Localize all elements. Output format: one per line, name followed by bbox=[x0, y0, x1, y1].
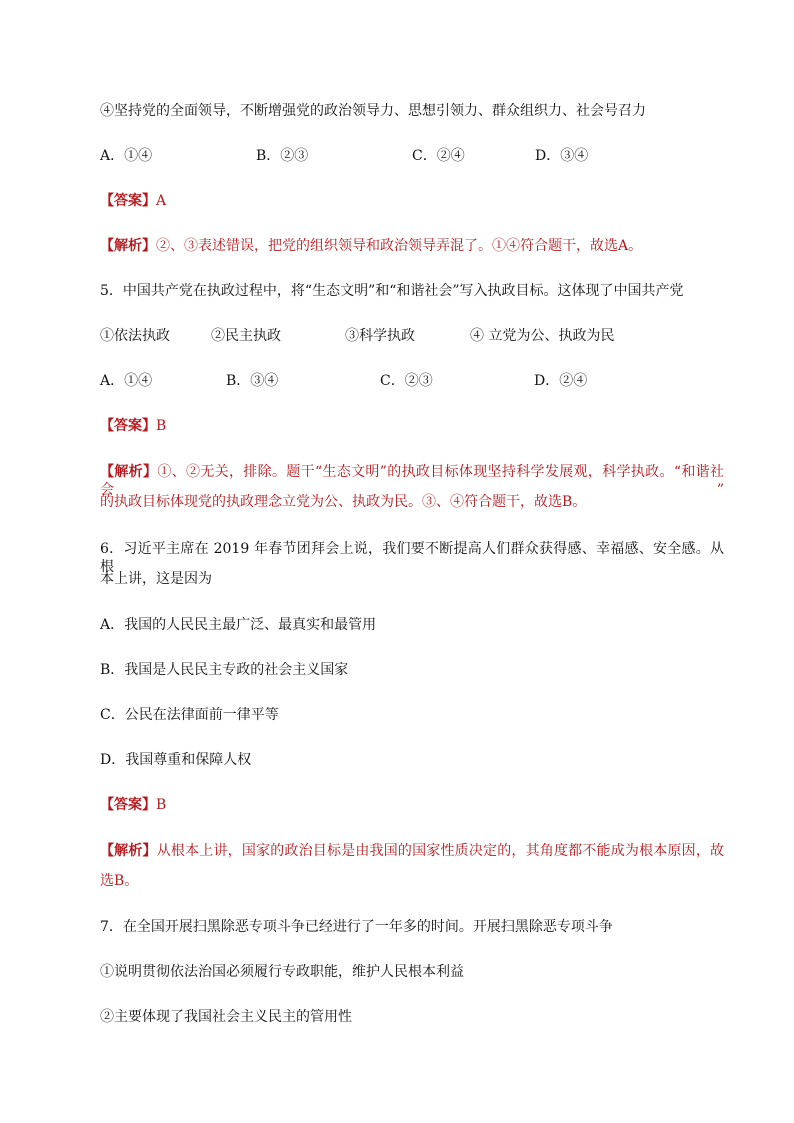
q6-option-a: A．我国的人民民主最广泛、最真实和最管用 bbox=[100, 617, 377, 633]
q7-item-2: ②主要体现了我国社会主义民主的管用性 bbox=[100, 1009, 352, 1025]
q5-item-3: ③科学执政 bbox=[345, 328, 415, 344]
answer-value: B bbox=[156, 797, 167, 813]
q4-option-d: D．③④ bbox=[535, 148, 589, 164]
answer-value: B bbox=[156, 418, 167, 434]
analysis-tag: 【解析】 bbox=[100, 843, 157, 859]
analysis-text: ①、②无关，排除。题干“生态文明”的执政目标体现坚持科学发展观，科学执政。“和谐社会” bbox=[100, 464, 724, 498]
q5-item-4: ④ 立党为公、执政为民 bbox=[470, 328, 615, 344]
q6-analysis-line-2: 选B。 bbox=[100, 873, 139, 889]
q6-stem-line-2: 本上讲，这是因为 bbox=[100, 571, 212, 587]
analysis-tag: 【解析】 bbox=[100, 238, 156, 254]
q4-option-a: A．①④ bbox=[100, 148, 153, 164]
q5-analysis-line-2: 的执政目标体现党的执政理念立党为公、执政为民。③、④符合题干，故选B。 bbox=[100, 494, 587, 510]
answer-value: A bbox=[156, 193, 167, 209]
q7-item-1: ①说明贯彻依法治国必须履行专政职能，维护人民根本利益 bbox=[100, 964, 464, 980]
q5-item-2: ②民主执政 bbox=[211, 328, 281, 344]
q5-answer bbox=[100, 417, 166, 435]
q6-stem-line-1: 6．习近平主席在 2019 年春节团拜会上说，我们要不断提高人们群众获得感、幸福感、安全感。从根 bbox=[100, 541, 724, 575]
answer-tag: 【答案】 bbox=[100, 193, 156, 209]
analysis-text: ②、③表述错误，把党的组织领导和政治领导弄混了。①④符合题干，故选A。 bbox=[156, 238, 643, 254]
q4-analysis bbox=[100, 237, 642, 255]
q7-stem: 7．在全国开展扫黑除恶专项斗争已经进行了一年多的时间。开展扫黑除恶专项斗争 bbox=[100, 919, 613, 935]
q6-option-d: D．我国尊重和保障人权 bbox=[100, 752, 252, 768]
q4-option-c: C．②④ bbox=[412, 148, 465, 164]
q5-option-a: A．①④ bbox=[100, 373, 153, 389]
q5-item-1: ①依法执政 bbox=[100, 328, 170, 344]
q4-item-4: ④坚持党的全面领导，不断增强党的政治领导力、思想引领力、群众组织力、社会号召力 bbox=[100, 103, 646, 119]
q4-option-b: B．②③ bbox=[256, 148, 309, 164]
q5-option-d: D．②④ bbox=[534, 373, 588, 389]
q6-option-c: C．公民在法律面前一律平等 bbox=[100, 707, 279, 723]
q6-option-b: B．我国是人民民主专政的社会主义国家 bbox=[100, 662, 349, 678]
q5-option-c: C．②③ bbox=[380, 373, 433, 389]
q5-stem: 5．中国共产党在执政过程中，将“生态文明”和“和谐社会”写入执政目标。这体现了中国共产党 bbox=[100, 283, 684, 299]
q5-option-b: B．③④ bbox=[226, 373, 279, 389]
answer-tag: 【答案】 bbox=[100, 418, 156, 434]
answer-tag: 【答案】 bbox=[100, 797, 156, 813]
analysis-tag: 【解析】 bbox=[100, 464, 158, 480]
q4-answer bbox=[100, 192, 166, 210]
analysis-text: 从根本上讲，国家的政治目标是由我国的国家性质决定的，其角度都不能成为根本原因，故 bbox=[156, 843, 725, 859]
q6-answer bbox=[100, 796, 166, 814]
q6-analysis-line-1 bbox=[100, 842, 724, 860]
